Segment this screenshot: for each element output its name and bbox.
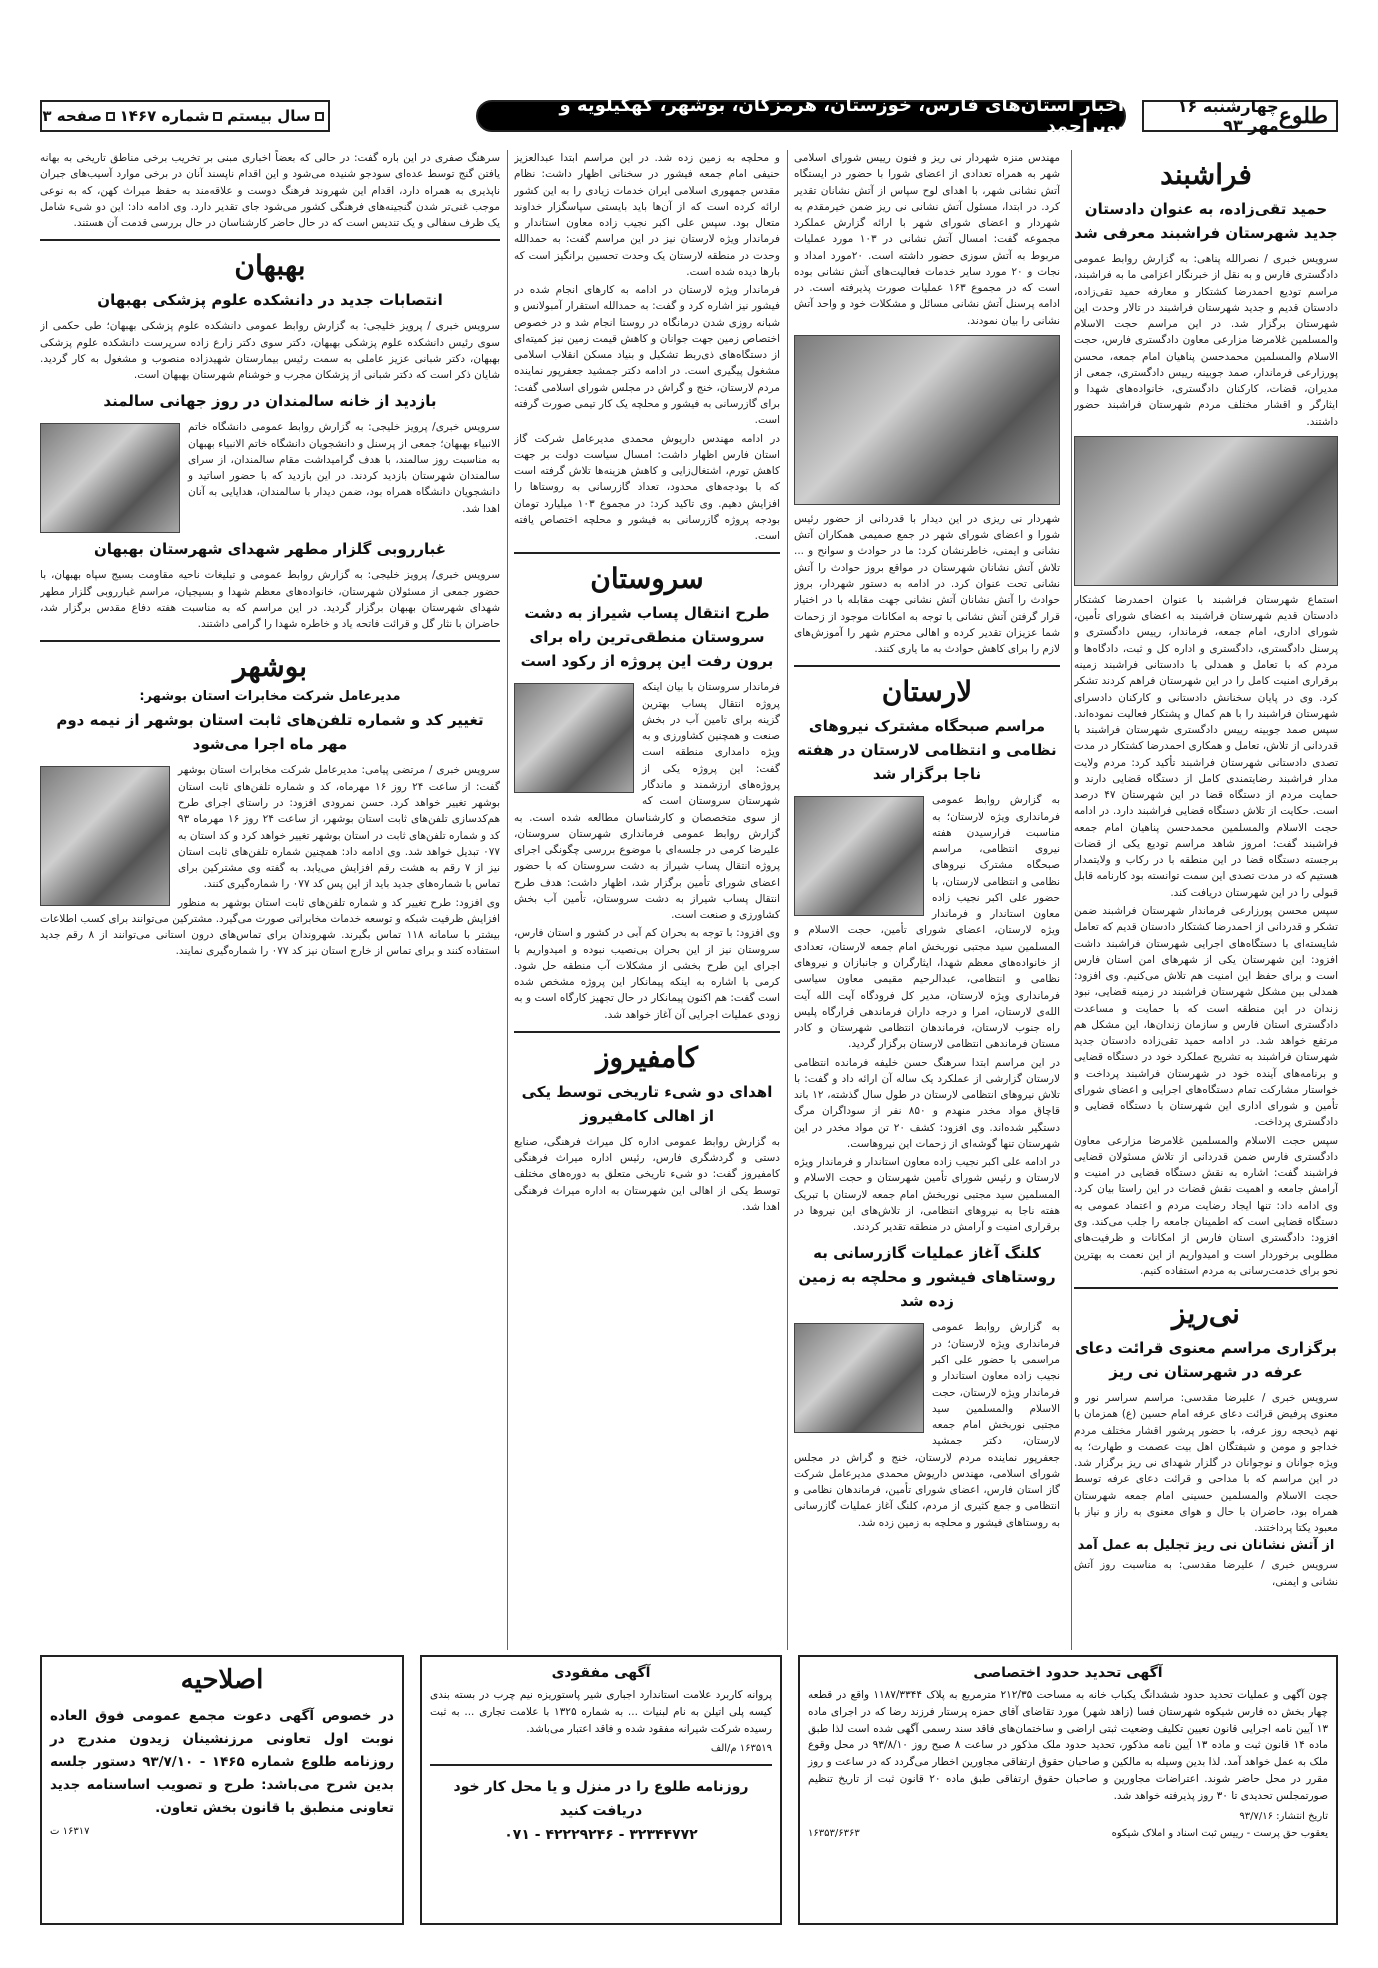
ad-title: آگهی مفقودی [551, 1665, 651, 1681]
ad-code: ۱۶۳۵۱۹ م/الف [710, 1743, 772, 1755]
article-photo [514, 683, 634, 793]
newspaper-logo: طلوع [1278, 103, 1328, 129]
section-rule [514, 1031, 780, 1033]
paragraph: سرویس خبری / مرتضی پیامی: مدیرعامل شرکت مخابرات استان بوشهر گفت: از ساعت ۲۴ روز ۱۶ مهرماه، کد و شماره تلفن‌های ثابت استان بوشهر تغییر خواهد کرد. حسن نمرودی افزود: در راستای اجرای طرح هم‌کدسازی تلفن‌های ثابت استان بوشهر، از ساعت ۲۴ روز ۱۶ مهرماه ۹۳ کد و شماره تلفن‌های ثابت در استان بوشهر تغییر خواهد کرد و کد استان به ۰۷۷ تبدیل خواهد شد. وی ادامه داد: همچنین شماره تلفن‌های ثابت استان نیز از ۷ رقم به هشت رقم افزایش می‌یابد. به گفته وی مشترکین برای تماس با شماره‌های جدید باید از این پس کد ۰۷۷ را شماره‌گیری کنند. [178, 764, 500, 891]
section-rule [1074, 1287, 1338, 1289]
square-bullet-icon [213, 112, 222, 121]
subscription-text: روزنامه طلوع را در منزل و یا محل کار خود دریافت کنید [453, 1779, 749, 1820]
article-body [1074, 592, 1338, 1279]
article-title: بازدید از خانه سالمندان در روز جهانی سالمند [103, 392, 437, 411]
section-rule [794, 665, 1060, 667]
paragraph: استماع شهرستان فراشبند با عنوان احمدرضا کشتکار دادستان قدیم شهرستان فراشبند به اعضای شورای تأمین، شورای اداری، امام جمعه، فرماندار، رییس دادگستری و پرسنل دادگستری، دادگستری و اداره کل و ثبت، دادگاه‌ها و مردم که با تعامل و همدلی با دادستانی فراشبند زمینه برقراری امنیت کامل را در این شهرستان فراهم کردند تشکر کرد. وی در پایان سخنانش دادستانی و کارکنان دادسرای شهرستان فراشبند را با هم کمال و پشتکار فعالیت نموده‌اند. سپس صمد جوبینه رییس دادگستری شهرستان فراشبند با قدردانی از تلاش، تعامل و همکاری احمدرضا کشتکار در مدت تصدی دادستانی شهرستان فراشبند تأکید کرد: مردم ولایت مدار فراشبند رضایتمندی کامل از دستگاه قضایی دارند و حمایت مردم از دستگاه قضا در این شهرستان ۴۷ درصد است. حکایت از تلاش دستگاه قضایی فراشبند دارد. در ادامه حجت الاسلام والمسلمین محمدحسن پناهیان امام جمعه فراشبند گفت: امروز شاهد مراسم تودیع یکی از قضات برجسته دستگاه قضا در این منطقه با در رکاب و ولایتمدار هستیم که در مدت تصدی این سمت توانسته بود کارنامه قابل قبولی را در این شهرستان دریافت کند. [1074, 593, 1338, 899]
article-photo [40, 766, 170, 906]
ads-row [40, 1655, 1338, 1935]
square-bullet-icon [106, 112, 115, 121]
section-banner-text: اخبار استان‌های فارس، خوزستان، هرمزگان، بوشهر، کهگیلویه و بویراحمد [559, 95, 1124, 137]
section-rule [514, 552, 780, 554]
column-farashband [1074, 150, 1338, 1650]
city-heading-neyriz: نی‌ریز [1172, 1297, 1240, 1331]
paragraph: سرویس خبری/ پرویز خلیجی: به گزارش روابط عمومی و تبلیغات ناحیه مقاومت بسیج سپاه بهبهان، با حضور جمعی از مسئولان شهرستان، خانواده‌های معظم شهدا و بسیجیان، مراسم غبارروبی گلزار مطهر شهدای شهرستان بهبهان برگزار گردید. در این مراسم که به مناسبت هفته دفاع مقدس برگزار شد، حاضران با نثار گل و قرائت فاتحه یاد و خاطره شهدا را گرامی داشتند. [40, 569, 500, 631]
ad-footer [808, 1828, 1328, 1839]
paragraph: به گزارش روابط عمومی اداره کل میراث فرهنگی، صنایع دستی و گردشگری فارس، رئیس اداره میراث فرهنگی کامفیروز گفت: دو شیء تاریخی متعلق به دوره‌های مختلف توسط یکی از اهالی این شهرستان به اداره میراث فرهنگی اهدا شد. [514, 1135, 780, 1214]
masthead-date-box [1142, 97, 1338, 135]
paragraph: مهندس منزه شهردار نی ریز و فنون رییس شورای اسلامی شهر به همراه تعدادی از اعضای شورا با حضور در ایستگاه آتش نشانی شهر، با اهدای لوح سپاس از آتش نشانان تقدیر کرد. در ابتدا، مسئول آتش نشانی نی ریز ضمن خیرمقدم به شهردار و اعضای شورای شهر با ارائه گزارش عملکرد مجموعه گفت: امسال آتش نشانی در ۱۰۳ مورد عملیات مربوط به آتش سوزی حضور داشته است. ۲۰مورد امداد و نجات و ۲۰ مورد سایر خدمات فعالیت‌های آتش نشانی بوده است که در مجموع ۱۶۳ عملیات صورت پذیرفته است. در ادامه پرسنل آتش نشانی مسائل و مشکلات خود و واحد آتش نشانی را بیان نمودند. [794, 152, 1060, 327]
article-title: برگزاری مراسم معنوی قرائت دعای عرفه در شهرستان نی ریز [1075, 1339, 1337, 1382]
ad-title: آگهی تحدید حدود اختصاصی [973, 1665, 1163, 1681]
paragraph: سرویس خبری / علیرضا مقدسی: به مناسبت روز آتش نشانی و ایمنی، [1074, 1559, 1338, 1588]
article-body [40, 150, 500, 231]
city-heading-behbahan: بهبهان [234, 249, 306, 283]
article-title: اهدای دو شیء تاریخی توسط یکی از اهالی کامفیروز [521, 1082, 773, 1125]
paragraph: در ادامه علی اکبر نجیب زاده معاون استاندار و فرماندار ویژه لارستان و رئیس شورای تأمین شهرستان و حجت الاسلام و المسلمین سید مجتبی نوربخش امام جمعه لارستان با تبریک هفته ناجا به نیروهای انتظامی، از تلاش‌های این نیروها در برقراری امنیت و آرامش در منطقه تقدیر کردند. [794, 1156, 1060, 1234]
city-heading-kamfiruz: کامفیروز [596, 1040, 698, 1074]
paragraph: به گزارش روابط عمومی فرمانداری ویژه لارستان؛ در مراسمی با حضور علی اکبر نجیب زاده معاون استاندار و فرماندار ویژه لارستان، حجت الاسلام والمسلمین سید مجتبی نوربخش امام جمعه لارستان، دکتر جمشید جعفرپور نماینده مردم لارستان، خنج و گراش در مجلس شورای اسلامی، مهندس داریوش محمدی مدیرعامل شرکت گاز استان فارس، اعضای شورای تأمین، فرماندهان نظامی و انتظامی و جمع کثیری از مردم، کلنگ آغاز عملیات گازرسانی به روستاهای فیشور و محلچه به زمین زده شد. [794, 1321, 1060, 1529]
paragraph: سرویس خبری / نصرالله پناهی: به گزارش روابط عمومی دادگستری فارس و به نقل از خبرنگار اعزامی ما به فراشبند، مراسم تودیع احمدرضا کشتکار و معارفه حمید تقی‌زاده، دادستان قدیم و جدید شهرستان فراشبند در تالار وحدت این شهرستان برگزار شد. در این مراسم حجت الاسلام والمسلمین غلامرضا مزارعی معاون دادگستری فارس، حجت الاسلام والمسلمین محمدحسن پناهیان امام جمعه، محسن پورزارعی فرماندار، صمد جوبینه رییس دادگستری، جمعی از مدیران، قضات، کارکنان دادگستری، خانواده‌های شهدا و ایثارگر و اقشار مختلف مردم شهرستان فراشبند حضور داشتند. [1074, 253, 1338, 428]
section-rule [40, 640, 500, 642]
page-number-text: صفحه ۳ [42, 107, 102, 125]
ad-body: چون آگهی و عملیات تحدید حدود ششدانگ یکباب خانه به مساحت ۲۱۲/۳۵ مترمربع به پلاک ۱۱۸۷/۳۳۴۴ واقع در قطعه چهار بخش ده فارس شیکوه شهرستان فسا (زاهد شهر) مورد تقاضای آقای حمزه پرستار فرزند رضا که در اجرای ماده ۱۳ آیین نامه اجرایی قانون تعیین تکلیف وضعیت ثبتی اراضی و ساختمان‌های فاقد سند رسمی آگهی شده است لذا طبق ماده ۱۴ قانون ثبت و ماده ۱۳ آیین نامه مذکور، تحدید حدود ملک مذکور در ساعت ۸ صبح روز ۹۳/۸/۱۰ در محل وقوع ملک به عمل خواهد آمد. لذا بدین وسیله به مالکین و صاحبان حقوق ارتفاقی مجاورین اخطار می‌گردد که در ساعت و روز مقرر در محل حاضر شوند. اعتراضات مجاورین و صاحبان حقوق ارتفاقی طبق ماده ۲۰ قانون ثبت از تاریخ تنظیم صورتمجلس تحدیدی تا ۳۰ روز پذیرفته خواهد شد. [808, 1689, 1329, 1802]
article-photo [794, 335, 1060, 505]
paragraph: در ادامه مهندس داریوش محمدی مدیرعامل شرکت گاز استان فارس اظهار داشت: امسال سیاست دولت بر جهت کاهش تورم، اشتغال‌زایی و کاهش هزینه‌ها تلاش گرفته است که با بودجه‌های محدود، تعداد گازرسانی به روستاها را افزایش دهیم. وی تاکید کرد: در مجموع ۱۰۳ میلیارد تومان بودجه پروژه گازرسانی به فیشور و محلچه اختصاص یافته است. [514, 432, 780, 543]
paragraph: شهردار نی ریزی در این دیدار با قدردانی از حضور رئیس شورا و اعضای شورای شهر در جمع صمیمی همکاران آتش نشانی و ایمنی، خاطرنشان کرد: ما در حوادث و سوانح و ... تلاش آتش نشانان شهرستان در مواقع بروز حوادث را آتش نشانی تحت عنوان کرد. در ادامه به دستور شهردار، بروز حوادث را آتش نشانان آتش نشانی جهت مقابله با در اختیار قرار گرفتن آتش نشانی با توجه به امکانات موجود از زحمات شما عزیزان تقدیر کرده و اهالی محترم شهر را آموزش‌های لازم را برای کاهش حوادث به ما یاری کنند. [794, 512, 1060, 656]
column-divider [507, 150, 508, 1650]
section-banner [476, 95, 1126, 137]
paragraph: وی افزود: طرح تغییر کد و شماره تلفن‌های ثابت استان بوشهر به منظور افزایش ظرفیت شبکه و توسعه خدمات مخابراتی صورت می‌گیرد. مشترکین می‌توانند برای کسب اطلاعات بیشتر با سامانه ۱۱۸ تماس بگیرند. شهروندان برای تماس‌های درون استانی می‌توانند از ۸ رقم جدید استفاده کنند و برای تماس از خارج استان نیز کد ۰۷۷ را شماره‌گیری نمایند. [40, 896, 500, 958]
article-body [514, 150, 780, 544]
ad-footer [50, 1826, 394, 1837]
ad-footer [430, 1743, 772, 1754]
ad-boundary-notice [798, 1655, 1338, 1925]
paragraph: و محلچه به زمین زده شد. در این مراسم ابتدا عبدالعزیز حنیفی امام جمعه فیشور در سخنانی اظهار داشت: نظام مقدس جمهوری اسلامی ایران خدمات زیادی را به این کشور ارائه کرده است که از آن‌ها باید بایستی سپاسگزار خداوند متعال بود. سپس علی اکبر نجیب زاده معاون استاندار و فرماندار ویژه لارستان نیز در این مراسم گفت: به حمدالله وحدت در منطقه لارستان یک وحدت تحسین برانگیز است که بارها دیده شده است. [514, 152, 780, 278]
page-number-label [42, 107, 119, 125]
article-body [514, 1134, 780, 1215]
masthead [40, 96, 1338, 138]
article-body [794, 150, 1060, 329]
ad-lost-notice [420, 1655, 782, 1925]
issue-info-box [40, 100, 330, 132]
paragraph: سرهنگ صفری در این باره گفت: در حالی که بعضاً اخباری مبنی بر تخریب برخی مناطق تاریخی به بهانه یافتن گنج توسط عده‌ای سودجو شنیده می‌شود و این اقدام ناپسند آنان در برخی موارد آسیب‌های جبران ناپذیری به همراه دارد، اقدام این شهروند فرهنگ دوست و علاقه‌مند به حفظ میراث کهن، که به نوعی موجب غنی‌تر شدن گنجینه‌های فرهنگی کشور می‌شود جای تقدیر دارد. وی ادامه داد: این دو شیء شامل یک ظرف سفالی و یک تندیس است که در حال حاضر کارشناسان در حال بررسی قدمت آن هستند. [40, 152, 500, 230]
article-title: مراسم صبحگاه مشترک نیروهای نظامی و انتظامی لارستان در هفته ناجا برگزار شد [797, 717, 1057, 784]
ad-correction [40, 1655, 404, 1925]
paragraph: در این مراسم ابتدا سرهنگ حسن خلیفه فرمانده انتظامی لارستان گزارشی از عملکرد یک ساله آن ارائه داد و گفت: با تلاش نیروهای انتظامی لارستان در طول سال گذشته، ۱۲ باند قاچاق مواد مخدر منهدم و ۸۵۰ نفر از سوداگران مرگ دستگیر شده‌اند. وی افزود: کشف ۲۰ تن مواد مخدر در این شهرستان تنها گوشه‌ای از زحمات این نیروهاست. [794, 1056, 1060, 1150]
ad-body: در خصوص آگهی دعوت مجمع عمومی فوق العاده نوبت اول تعاونی مرزنشینان زیدون مندرج در روزنامه طلوع شماره ۱۴۶۵ - ۹۳/۷/۱۰ دستور جلسه بدین شرح می‌باشد: طرح و تصویب اساسنامه جدید تعاونی منطبق با قانون بخش تعاون. [50, 1708, 394, 1816]
article-body [40, 318, 500, 383]
paragraph: فرماندار ویژه لارستان در ادامه به کارهای انجام شده در فیشور نیز اشاره کرد و گفت: به حمدالله استقرار آمبولانس و شبانه روزی شدن درمانگاه در روستا انجام شد و در خصوص اختصاص زمین جهت جوانان و کاهش قیمت زمین نیز کمیته‌ای از دستگاه‌های ذی‌ربط تشکیل و بنیاد مسکن انقلاب اسلامی مشغول پیگیری است. در ادامه دکتر جمشید جعفرپور نماینده مردم لارستان، خنج و گراش در مجلس شورای اسلامی گفت: برای گازرسانی به فیشور و محلچه یک کار تیمی صورت گرفته است. [514, 284, 780, 427]
paragraph: به گزارش روابط عمومی فرمانداری ویژه لارستان؛ به مناسبت فرارسیدن هفته نیروی انتظامی، مراسم صبحگاه مشترک نیروهای نظامی و انتظامی لارستان، با حضور علی اکبر نجیب زاده معاون استاندار و فرماندار ویژه لارستان، اعضای شورای تأمین، حجت الاسلام و المسلمین سید مجتبی نوربخش امام جمعه لارستان، تعدادی از خانواده‌های معظم شهدا، ایثارگران و جانبازان و نیروهای نظامی و انتظامی، عبدالرحیم مقیمی معاون سیاسی فرمانداری ویژه لارستان، مدیر کل فرودگاه آیت الله آیت الله‌ی لارستان، امرا و درجه داران فرماندهی قرارگاه پلیس راه جنوب لارستان، فرماندهان انتظامی شهرستان و کادر مستان فرماندهی انتظامی لارستان برگزار گردید. [794, 794, 1060, 1051]
article-title: حمید تقی‌زاده، به عنوان دادستان جدید شهرستان فراشبند معرفی شد [1074, 200, 1338, 242]
volume-label [227, 107, 328, 125]
subscription-box [430, 1764, 772, 1847]
article-photo [794, 796, 924, 916]
article-body [40, 567, 500, 632]
column-larestan [794, 150, 1060, 1650]
column-divider [1071, 150, 1072, 1650]
city-heading-larestan: لارستان [881, 675, 973, 709]
column-behbahan-bushehr [40, 150, 500, 1650]
article-photo [794, 1323, 924, 1433]
article-title: تغییر کد و شماره تلفن‌های ثابت استان بوشهر از نیمه دوم مهر ماه اجرا می‌شود [56, 711, 484, 754]
article-title: طرح انتقال پساب شیراز به دشت سروستان منطقی‌ترین راه برای برون رفت این پروژه از رکود است [520, 604, 774, 671]
paragraph: سپس حجت الاسلام والمسلمین غلامرضا مزارعی معاون دادگستری فارس ضمن قدردانی از تلاش مسئولان قضایی فراشبند گفت: اشاره به نقش دستگاه قضایی در امنیت و آرامش جامعه و اهمیت نقش قضات در این راستا بیان کرد. وی ادامه داد: تنها ایجاد رضایت مردم و اعتماد عمومی به دستگاه قضایی است که اطمینان جامعه را جلب می‌کند. وی افزود: دادگستری استان فارس از امکانات و ظرفیت‌های مطلوبی برخوردار است و امیدواریم از این نعمت به بهترین نحو برای خدمت‌رسانی به مردم استفاده کنیم. [1074, 1134, 1338, 1277]
city-heading-sarvestan: سروستان [590, 562, 704, 596]
article-body [1074, 1557, 1338, 1590]
paragraph: فرماندار سروستان با بیان اینکه پروژه انتقال پساب بهترین گزینه برای تامین آب در بخش صنعت و همچنین کشاورزی و به ویژه دامداری منطقه است گفت: این پروژه یکی از پروژه‌های ارزشمند و ماندگار شهرستان سروستان است که از سوی متخصصان و کارشناسان مطالعه شده است. به گزارش روابط عمومی فرمانداری شهرستان سروستان، علیرضا کرمی در جلسه‌ای با موضوع بررسی چگونگی اجرای پروژه انتقال پساب شیراز به دشت سروستان که با حضور اعضای شورای تأمین برگزار شد، اظهار داشت: هدف طرح انتقال پساب شیراز به دشت سروستان، تأمین آب بخش کشاورزی و صنعت است. [514, 681, 780, 922]
paragraph: سرویس خبری/ پرویز خلیجی: به گزارش روابط عمومی دانشگاه خاتم الانبیاء بهبهان؛ جمعی از پرسنل و دانشجویان دانشگاه خاتم الانبیاء بهبهان به مناسبت روز سالمند، با هدف گرامیداشت مقام سالمندان، از سرای سالمندان شهرستان بازدید کردند. در این بازدید که با حضور اساتید و دانشجویان دانشگاه همراه بود، ضمن دیدار با سالمندان، هدایایی به آنان اهدا شد. [188, 421, 500, 515]
volume-text: سال بیستم [227, 107, 311, 125]
section-rule [40, 239, 500, 241]
paragraph: سرویس خبری / پرویز خلیجی: به گزارش روابط عمومی دانشکده علوم پزشکی بهبهان؛ طی حکمی از سوی رئیس دانشکده علوم پزشکی بهبهان، دکتر سوی دکتر زارع زاده سرپرست دانشکده علوم پزشکی بهبهان، دکتر شبانی عزیز عاملی به سمت رئیس بیمارستان شهیدزاده منصوب و مشغول به کار گردید. شایان ذکر است که دکتر شبانی از پزشکان مجرب و خوشنام شهرستان بهبهان است. [40, 320, 500, 382]
paragraph: وی افزود: با توجه به بحران کم آبی در کشور و استان فارس، سروستان نیز از این بحران بی‌نصیب نبوده و امیدواریم با اجرای این طرح بخشی از مشکلات آب منطقه حل شود. کرمی با اشاره به اینکه پیمانکار این پروژه مشخص شده است گفت: هم اکنون پیمانکار در حال تجهیز کارگاه است و به زودی عملیات اجرایی آن آغاز خواهد شد. [514, 927, 780, 1021]
square-bullet-icon [315, 112, 324, 121]
ad-code: ۱۶۳۵۳/۶۳۶۳ [808, 1827, 860, 1839]
paragraph: سرویس خبری / علیرضا مقدسی: مراسم سراسر نور و معنوی پرفیض قرائت دعای عرفه امام حسین (ع) همزمان با نهم ذیحجه روز عرفه، با حضور پرشور اقشار مختلف مردم خداجو و مومن و شیفتگان اهل بیت عصمت و طهارت؛ به ویژه جوانان و نوجوانان در گلزار شهدای نی ریز برگزار شد. در این مراسم که با مداحی و قرائت دعای عرفه توسط حجت الاسلام والمسلمین حسینی امام جمعه شهرستان همراه بود، حاضران با حال و هوای معنوی به راز و نیاز با معبود یکتا پرداختند. [1074, 1392, 1338, 1535]
ad-title: اصلاحیه [180, 1665, 264, 1695]
article-body [1074, 251, 1338, 430]
issue-date: چهارشنبه ۱۶ مهر ۹۳ [1177, 97, 1279, 135]
ad-date: تاریخ انتشار: ۹۳/۷/۱۶ [1239, 1810, 1328, 1822]
paragraph: سپس محسن پورزارعی فرماندار شهرستان فراشبند ضمن تشکر و قدردانی از احمدرضا کشتکار دادستان قدیم که تعامل شایسته‌ای با دستگاه‌های اجرایی شهرستان فراشبند داشت افزود: این شهرستان یکی از شهرهای امن استان فارس است و برای حفظ این امنیت هم تلاش می‌کنیم. وی افزود: همدلی بین مشکل شهرستان فراشبند در زمینه قضایی، نبود زندان در این منطقه است که با حمایت و مساعدت دادگستری استان فارس و سازمان زندان‌ها، این مشکل هم مرتفع خواهد شد. در ادامه حمید تقی‌زاده دادستان جدید شهرستان فراشبند به تشریح عملکرد خود در دستگاه قضایی و برنامه‌های آینده خود در شهرستان فراشبند پرداخت و خواستار مشارکت تمام دستگاه‌های اجرایی و اعضای شورای تأمین و شورای اداری این شهرستان با دستگاه قضایی و دادگستری پرداخت. [1074, 904, 1338, 1129]
article-subtitle: از آتش نشانان نی ریز تجلیل به عمل آمد [1077, 1538, 1335, 1554]
article-kicker: مدیرعامل شرکت مخابرات استان بوشهر: [139, 689, 401, 705]
article-title: غبارروبی گلزار مطهر شهدای شهرستان بهبهان [93, 540, 447, 559]
issue-number-text: شماره ۱۴۶۷ [119, 107, 210, 125]
ad-code: ۱۶۳۱۷ ت [50, 1825, 90, 1837]
article-title: کلنگ آغاز عملیات گازرسانی به روستاهای فیشور و محلچه به زمین زده شد [798, 1244, 1056, 1311]
article-body [794, 511, 1060, 657]
issue-number-label [120, 107, 227, 125]
city-heading-bushehr: بوشهر [232, 650, 308, 684]
ad-footer [808, 1811, 1328, 1822]
subscription-phone: ۰۷۱ - ۴۲۲۲۹۲۴۶ - ۳۲۳۴۴۷۷۲ [504, 1826, 698, 1843]
article-photo [40, 423, 180, 533]
ad-body: پروانه کاربرد علامت استاندارد اجباری شیر پاستوریزه نیم چرب در بسته بندی کیسه پلی اتیلن به نام لبنیات ... به شماره ۱۳۲۵ با علامت تجاری ... به ثبت رسیده شرکت شیرانه مفقود شده و فاقد اعتبار می‌باشد. [430, 1689, 772, 1735]
article-body [1074, 1390, 1338, 1536]
article-photo [1074, 436, 1338, 586]
column-divider [787, 150, 788, 1650]
city-heading-farashband: فراشبند [1160, 158, 1252, 191]
article-title: انتصابات جدید در دانشکده علوم پزشکی بهبهان [97, 291, 443, 310]
column-sarvestan [514, 150, 780, 1650]
ad-signature: یعقوب حق پرست - رییس ثبت اسناد و املاک شیکوه [1111, 1827, 1328, 1839]
